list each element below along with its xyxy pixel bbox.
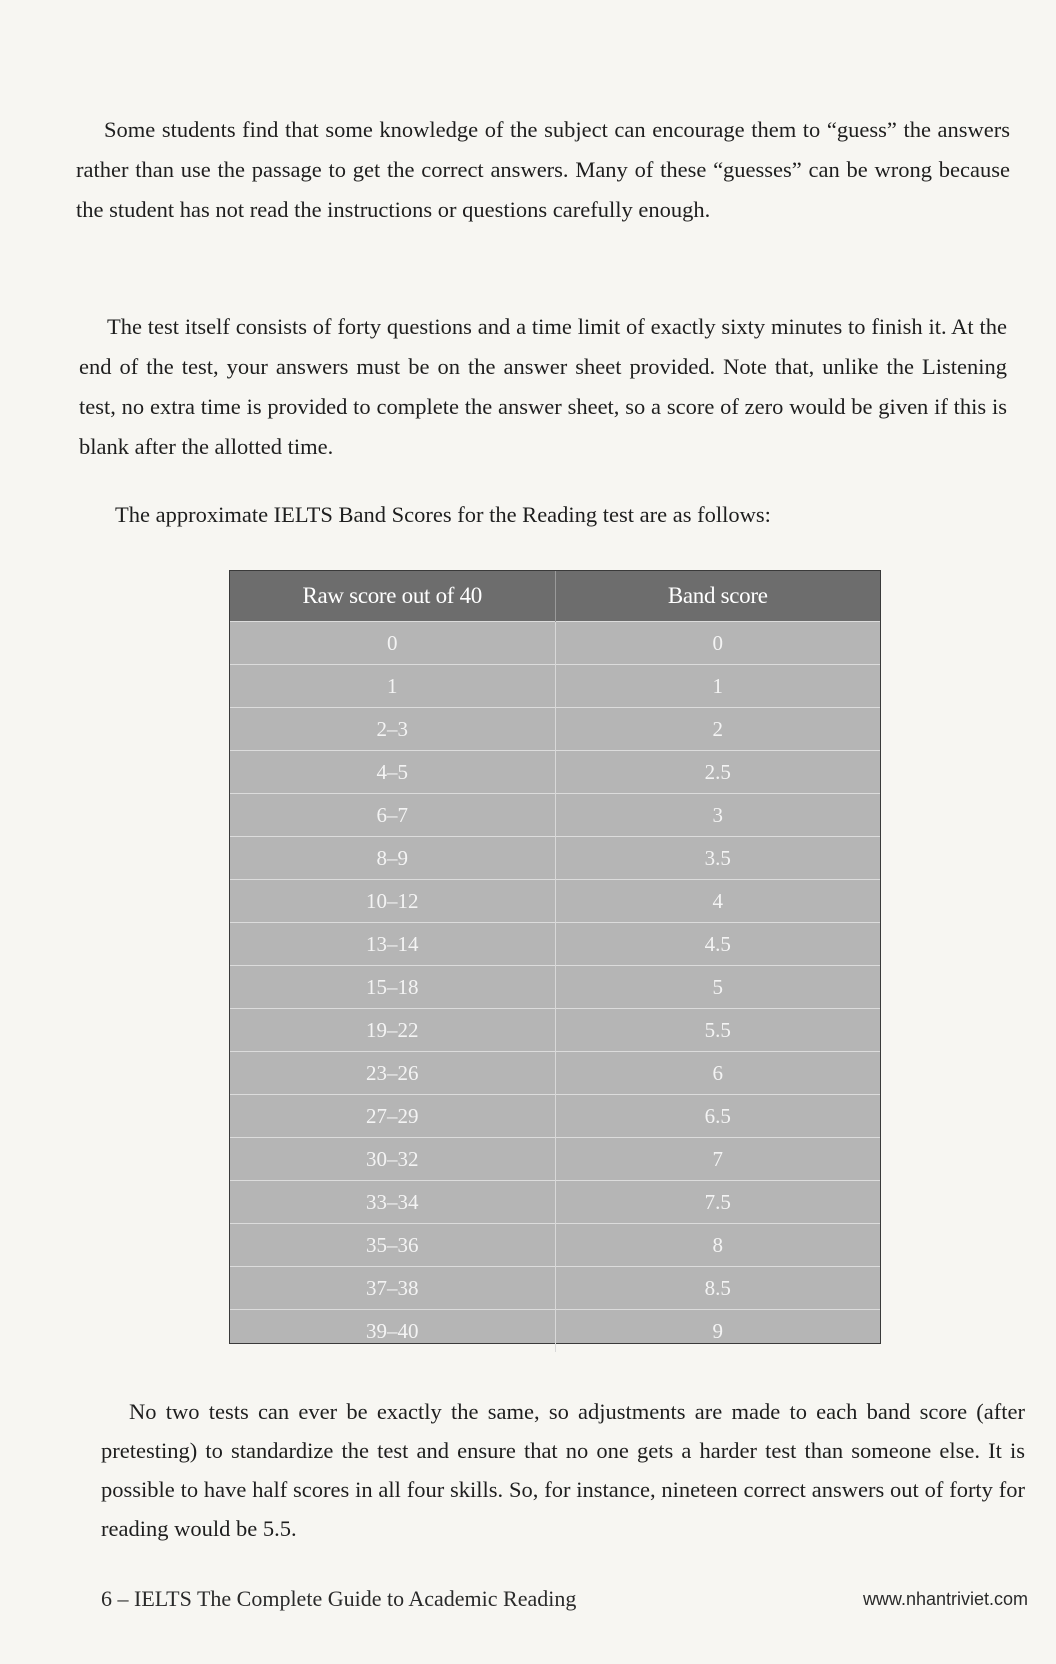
page-footer-url: www.nhantriviet.com bbox=[862, 1589, 1028, 1609]
band-score-cell: 2.5 bbox=[555, 751, 880, 794]
band-score-cell: 9 bbox=[555, 1310, 880, 1353]
band-score-cell: 8.5 bbox=[555, 1267, 880, 1310]
raw-score-cell: 27–29 bbox=[230, 1095, 555, 1138]
page-footer-title: 6 – IELTS The Complete Guide to Academic Reading bbox=[101, 1586, 577, 1611]
table-row bbox=[230, 751, 880, 794]
band-score-cell: 3 bbox=[555, 794, 880, 837]
raw-score-cell: 19–22 bbox=[230, 1009, 555, 1052]
band-score-cell: 1 bbox=[555, 665, 880, 708]
raw-score-cell: 39–40 bbox=[230, 1310, 555, 1353]
raw-score-cell: 10–12 bbox=[230, 880, 555, 923]
table-row bbox=[230, 966, 880, 1009]
raw-score-cell: 33–34 bbox=[230, 1181, 555, 1224]
band-score-cell: 6 bbox=[555, 1052, 880, 1095]
band-score-cell: 3.5 bbox=[555, 837, 880, 880]
band-score-table bbox=[229, 570, 881, 1344]
table-row bbox=[230, 665, 880, 708]
table-row bbox=[230, 1181, 880, 1224]
band-score-cell: 6.5 bbox=[555, 1095, 880, 1138]
table-row bbox=[230, 794, 880, 837]
band-score-cell: 4.5 bbox=[555, 923, 880, 966]
table-row bbox=[230, 1138, 880, 1181]
table-row bbox=[230, 1009, 880, 1052]
raw-score-cell: 2–3 bbox=[230, 708, 555, 751]
paragraph-adjustments: No two tests can ever be exactly the same, so adjustments are made to each band score (after pretesting) to standardize the test and ensure that no one gets a harder test than someone else. It is possible to have half scores in all four skills. So, for instance, nineteen correct answers out of forty for reading would be 5.5. bbox=[101, 1399, 1025, 1541]
band-score-cell: 8 bbox=[555, 1224, 880, 1267]
raw-score-cell: 13–14 bbox=[230, 923, 555, 966]
table-row bbox=[230, 1095, 880, 1138]
raw-score-cell: 15–18 bbox=[230, 966, 555, 1009]
table-row bbox=[230, 837, 880, 880]
raw-score-cell: 37–38 bbox=[230, 1267, 555, 1310]
raw-score-cell: 23–26 bbox=[230, 1052, 555, 1095]
band-score-cell: 7 bbox=[555, 1138, 880, 1181]
band-score-cell: 5.5 bbox=[555, 1009, 880, 1052]
paragraph-guessing: Some students find that some knowledge of the subject can encourage them to “guess” the answers rather than use the passage to get the correct answers. Many of these “guesses” can be wrong because the student has not read the instructions or questions carefully enough. bbox=[76, 117, 1010, 222]
band-score-cell: 7.5 bbox=[555, 1181, 880, 1224]
band-score-cell: 0 bbox=[555, 622, 880, 665]
table-row bbox=[230, 1310, 880, 1353]
header-band-score: Band score bbox=[555, 571, 880, 622]
raw-score-cell: 0 bbox=[230, 622, 555, 665]
raw-score-cell: 1 bbox=[230, 665, 555, 708]
raw-score-cell: 8–9 bbox=[230, 837, 555, 880]
raw-score-cell: 4–5 bbox=[230, 751, 555, 794]
table-row bbox=[230, 622, 880, 665]
table-header-row bbox=[230, 571, 880, 622]
paragraph-test-format: The test itself consists of forty questions and a time limit of exactly sixty minutes to finish it. At the end of the test, your answers must be on the answer sheet provided. Note that, unlike the Listening test, no extra time is provided to complete the answer sheet, so a score of zero would be given if this is blank after the allotted time. bbox=[79, 314, 1007, 459]
raw-score-cell: 30–32 bbox=[230, 1138, 555, 1181]
table-row bbox=[230, 1224, 880, 1267]
raw-score-cell: 35–36 bbox=[230, 1224, 555, 1267]
header-raw-score: Raw score out of 40 bbox=[230, 571, 555, 622]
band-score-cell: 2 bbox=[555, 708, 880, 751]
band-score-cell: 5 bbox=[555, 966, 880, 1009]
table-row bbox=[230, 708, 880, 751]
table-row bbox=[230, 923, 880, 966]
paragraph-table-intro: The approximate IELTS Band Scores for the Reading test are as follows: bbox=[115, 502, 771, 527]
band-score-cell: 4 bbox=[555, 880, 880, 923]
raw-score-cell: 6–7 bbox=[230, 794, 555, 837]
table-row bbox=[230, 880, 880, 923]
table-row bbox=[230, 1267, 880, 1310]
table-body bbox=[230, 622, 880, 1353]
table-row bbox=[230, 1052, 880, 1095]
